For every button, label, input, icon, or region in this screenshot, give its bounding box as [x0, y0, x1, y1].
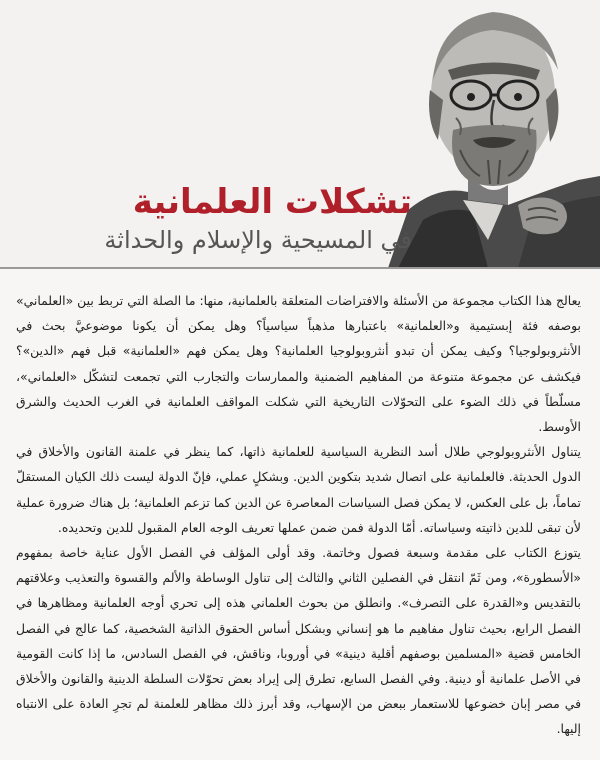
paragraph: يتناول الأنثروبولوجي طلال أسد النظرية السياسية للعلمانية ذاتها، كما ينظر في علمنة القانون والأخلاق في الدول الحديثة. فالعلمانية على اتصال شديد بتكوين الدين. وبشكلٍ عملي، فإنّ الدولة ليست ذلك الكيان المستقلّ تماماً، بل على العكس، لا يمكن فصل السياسات المعاصرة عن الدين كما تزعم العلمانية؛ بل هناك ضرورة عملية لأن تبقى للدين ذاتيته وسياساته. أمّا الدولة فمن ضمن عملها تعريف الوجه العام المقبول للدين وتحديده. [16, 444, 581, 535]
book-subtitle: في المسيحية والإسلام والحداثة [104, 226, 412, 254]
cover-header [0, 0, 600, 268]
header-divider [0, 267, 600, 269]
book-title: تشكلات العلمانية [132, 182, 412, 222]
description-body [16, 288, 581, 742]
paragraph: يتوزع الكتاب على مقدمة وسبعة فصول وخاتمة. وقد أولى المؤلف في الفصل الأول عناية خاصة بمفهوم «الأسطورة»، ومن ثَمّ انتقل في الفصلين الثاني والثالث إلى تناول الوساطة والألم والقسوة والتعذيب وعلاقتهم بالتقديس و«القدرة على التصرف». وانطلق من بحوث العلماني هذه إلى تحري أوجه العلمانية ومظاهرها في الفصل الرابع، بحيث تناول مفاهيم ما هو إنساني وبشكل أساس الحقوق الذاتية الشخصية، كما عالج في الفصل الخامس قضية «المسلمين بوصفهم أقلية دينية» في أوروبا، وناقش، في الفصل السادس، ما إذا كانت القومية في الأصل علمانية أو دينية. وفي الفصل السابع، تطرق إلى إيراد بعض تحوّلات السلطة الدينية والقانون والأخلاق في مصر إبان خضوعها للاستعمار ببعض من الإسهاب، وقد أبرز ذلك مظاهر للعلمنة لم تجرِ العادة على الانتباه إليها. [16, 545, 581, 737]
paragraph: يعالج هذا الكتاب مجموعة من الأسئلة والافتراضات المتعلقة بالعلمانية، منها: ما الصلة التي تربط بين «العلماني» بوصفه فئة إبستيمية و«العلمانية» باعتبارها مذهباً سياسياً؟ وهل يمكن أن يكونا موضوعيَّ بحث في الأنثروبولوجيا؟ وكيف يمكن أن تبدو أنثروبولوجيا العلمانية؟ وهل يمكن فهم «العلمانية» قبل فهم «الدين»؟ فيكشف عن مجموعة متنوعة من المفاهيم الضمنية والممارسات والتجارب التي تجمعت لتشكّل «العلماني»، مسلّطاً في ذلك الضوء على التحوّلات التاريخية التي شكلت المواقف العلمانية في الغرب الحديث والشرق الأوسط. [16, 293, 581, 435]
